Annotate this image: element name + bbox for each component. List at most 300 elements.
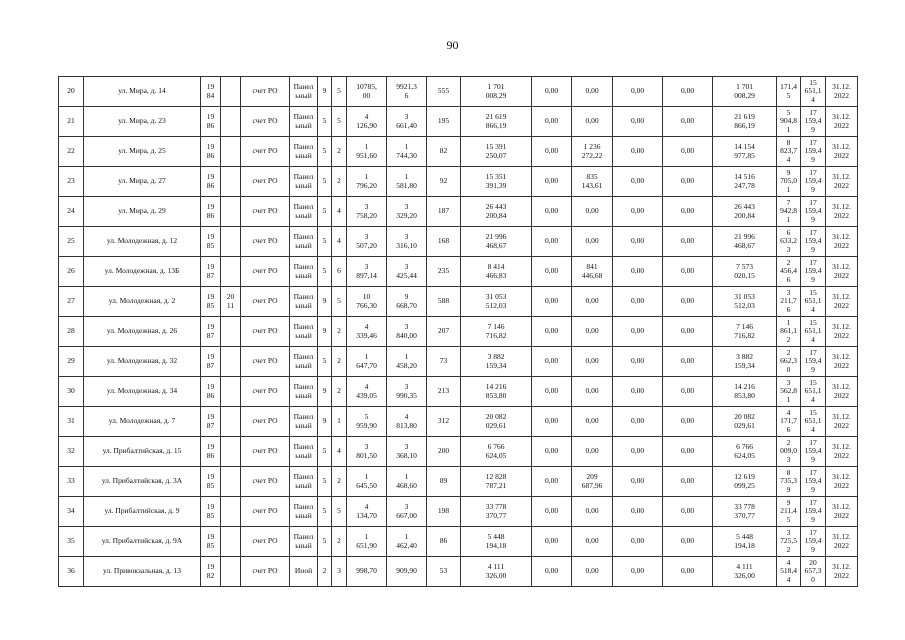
cost-budget-cell: 841 446,68 — [572, 257, 613, 287]
cost-local-cell: 0,00 — [663, 527, 713, 557]
address-cell: ул. Мира, д. 14 — [84, 77, 201, 107]
total-area-cell: 3 507,20 — [347, 227, 387, 257]
row-number-cell: 23 — [59, 167, 84, 197]
table-row — [59, 287, 858, 317]
floors-cell: 9 — [318, 407, 332, 437]
fund-method-cell: счет РО — [241, 197, 290, 227]
cost-owners-cell: 20 082 029,61 — [713, 407, 777, 437]
max-cost-per-sqm-cell: 17 159,4 9 — [801, 137, 826, 167]
reconstruction-year-cell — [221, 407, 241, 437]
table-row — [59, 527, 858, 557]
row-number-cell: 21 — [59, 107, 84, 137]
max-cost-per-sqm-cell: 17 159,4 9 — [801, 197, 826, 227]
cost-owners-cell: 5 448 194,18 — [713, 527, 777, 557]
completion-date-cell: 31.12. 2022 — [826, 527, 858, 557]
completion-date-cell: 31.12. 2022 — [826, 377, 858, 407]
living-area-cell: 3 316,10 — [387, 227, 427, 257]
floors-cell: 9 — [318, 287, 332, 317]
row-number-cell: 36 — [59, 557, 84, 587]
total-cost-cell: 7 146 716,82 — [461, 317, 532, 347]
total-cost-cell: 4 111 326,00 — [461, 557, 532, 587]
living-area-cell: 909,90 — [387, 557, 427, 587]
residents-cell: 53 — [427, 557, 461, 587]
cost-per-sqm-cell: 8 823,7 4 — [777, 137, 801, 167]
cost-owners-cell: 12 619 099,25 — [713, 467, 777, 497]
fund-method-cell: счет РО — [241, 377, 290, 407]
construction-year-cell: 19 82 — [201, 557, 221, 587]
wall-material-cell: Панел ьный — [290, 317, 318, 347]
wall-material-cell: Панел ьный — [290, 167, 318, 197]
living-area-cell: 3 840,00 — [387, 317, 427, 347]
cost-local-cell: 0,00 — [663, 137, 713, 167]
table-body — [59, 77, 858, 587]
cost-budget-cell: 0,00 — [572, 77, 613, 107]
cost-per-sqm-cell: 1 861,1 2 — [777, 317, 801, 347]
completion-date-cell: 31.12. 2022 — [826, 77, 858, 107]
table-row — [59, 257, 858, 287]
fund-method-cell: счет РО — [241, 527, 290, 557]
cost-fund-cell: 0,00 — [532, 557, 572, 587]
completion-date-cell: 31.12. 2022 — [826, 167, 858, 197]
completion-date-cell: 31.12. 2022 — [826, 467, 858, 497]
residents-cell: 555 — [427, 77, 461, 107]
cost-budget-cell: 0,00 — [572, 347, 613, 377]
address-cell: ул. Прибалтийская, д. 15 — [84, 437, 201, 467]
cost-per-sqm-cell: 7 942,8 1 — [777, 197, 801, 227]
row-number-cell: 22 — [59, 137, 84, 167]
row-number-cell: 20 — [59, 77, 84, 107]
table-row — [59, 557, 858, 587]
cost-regional-cell: 0,00 — [613, 257, 663, 287]
entrances-cell: 4 — [332, 227, 347, 257]
residents-cell: 82 — [427, 137, 461, 167]
wall-material-cell: Панел ьный — [290, 77, 318, 107]
cost-regional-cell: 0,00 — [613, 287, 663, 317]
fund-method-cell: счет РО — [241, 77, 290, 107]
cost-budget-cell: 0,00 — [572, 227, 613, 257]
wall-material-cell: Панел ьный — [290, 437, 318, 467]
total-area-cell: 5 959,90 — [347, 407, 387, 437]
cost-owners-cell: 4 111 326,00 — [713, 557, 777, 587]
reconstruction-year-cell — [221, 197, 241, 227]
cost-regional-cell: 0,00 — [613, 377, 663, 407]
total-area-cell: 1 951,60 — [347, 137, 387, 167]
residents-cell: 195 — [427, 107, 461, 137]
row-number-cell: 29 — [59, 347, 84, 377]
fund-method-cell: счет РО — [241, 437, 290, 467]
cost-owners-cell: 21 619 866,19 — [713, 107, 777, 137]
residents-cell: 73 — [427, 347, 461, 377]
row-number-cell: 31 — [59, 407, 84, 437]
max-cost-per-sqm-cell: 17 159,4 9 — [801, 167, 826, 197]
cost-owners-cell: 21 996 468,67 — [713, 227, 777, 257]
total-area-cell: 1 796,20 — [347, 167, 387, 197]
completion-date-cell: 31.12. 2022 — [826, 137, 858, 167]
reconstruction-year-cell — [221, 497, 241, 527]
total-cost-cell: 5 448 194,18 — [461, 527, 532, 557]
residents-cell: 588 — [427, 287, 461, 317]
cost-regional-cell: 0,00 — [613, 107, 663, 137]
reconstruction-year-cell — [221, 167, 241, 197]
cost-local-cell: 0,00 — [663, 317, 713, 347]
living-area-cell: 3 661,40 — [387, 107, 427, 137]
construction-year-cell: 19 85 — [201, 527, 221, 557]
living-area-cell: 9 668,70 — [387, 287, 427, 317]
wall-material-cell: Панел ьный — [290, 137, 318, 167]
residents-cell: 89 — [427, 467, 461, 497]
fund-method-cell: счет РО — [241, 467, 290, 497]
cost-per-sqm-cell: 6 633,2 3 — [777, 227, 801, 257]
living-area-cell: 3 368,10 — [387, 437, 427, 467]
living-area-cell: 3 667,00 — [387, 497, 427, 527]
floors-cell: 5 — [318, 437, 332, 467]
entrances-cell: 2 — [332, 527, 347, 557]
cost-regional-cell: 0,00 — [613, 167, 663, 197]
construction-year-cell: 19 87 — [201, 257, 221, 287]
total-cost-cell: 20 082 029,61 — [461, 407, 532, 437]
fund-method-cell: счет РО — [241, 137, 290, 167]
total-cost-cell: 15 391 250,07 — [461, 137, 532, 167]
reconstruction-year-cell — [221, 227, 241, 257]
cost-fund-cell: 0,00 — [532, 497, 572, 527]
reconstruction-year-cell — [221, 527, 241, 557]
cost-per-sqm-cell: 9 211,4 5 — [777, 497, 801, 527]
cost-per-sqm-cell: 4 171,7 6 — [777, 407, 801, 437]
cost-fund-cell: 0,00 — [532, 107, 572, 137]
total-cost-cell: 15 351 391,39 — [461, 167, 532, 197]
cost-per-sqm-cell: 4 518,4 4 — [777, 557, 801, 587]
cost-budget-cell: 0,00 — [572, 527, 613, 557]
residents-cell: 213 — [427, 377, 461, 407]
total-cost-cell: 8 414 466,83 — [461, 257, 532, 287]
cost-per-sqm-cell: 171,4 5 — [777, 77, 801, 107]
total-cost-cell: 21 996 468,67 — [461, 227, 532, 257]
row-number-cell: 34 — [59, 497, 84, 527]
cost-regional-cell: 0,00 — [613, 407, 663, 437]
cost-regional-cell: 0,00 — [613, 227, 663, 257]
cost-regional-cell: 0,00 — [613, 347, 663, 377]
floors-cell: 5 — [318, 227, 332, 257]
residents-cell: 200 — [427, 437, 461, 467]
cost-fund-cell: 0,00 — [532, 377, 572, 407]
floors-cell: 5 — [318, 107, 332, 137]
address-cell: ул. Молодежная, д. 32 — [84, 347, 201, 377]
completion-date-cell: 31.12. 2022 — [826, 437, 858, 467]
cost-local-cell: 0,00 — [663, 257, 713, 287]
completion-date-cell: 31.12. 2022 — [826, 497, 858, 527]
completion-date-cell: 31.12. 2022 — [826, 287, 858, 317]
cost-local-cell: 0,00 — [663, 437, 713, 467]
floors-cell: 5 — [318, 527, 332, 557]
cost-budget-cell: 1 236 272,22 — [572, 137, 613, 167]
total-cost-cell: 3 882 159,34 — [461, 347, 532, 377]
max-cost-per-sqm-cell: 17 159,4 9 — [801, 497, 826, 527]
entrances-cell: 4 — [332, 437, 347, 467]
floors-cell: 9 — [318, 317, 332, 347]
floors-cell: 5 — [318, 167, 332, 197]
max-cost-per-sqm-cell: 17 159,4 9 — [801, 347, 826, 377]
completion-date-cell: 31.12. 2022 — [826, 257, 858, 287]
construction-year-cell: 19 87 — [201, 407, 221, 437]
reconstruction-year-cell — [221, 107, 241, 137]
cost-budget-cell: 0,00 — [572, 107, 613, 137]
cost-owners-cell: 7 573 020,15 — [713, 257, 777, 287]
entrances-cell: 2 — [332, 167, 347, 197]
total-cost-cell: 21 619 866,19 — [461, 107, 532, 137]
cost-per-sqm-cell: 8 735,3 9 — [777, 467, 801, 497]
entrances-cell: 6 — [332, 257, 347, 287]
address-cell: ул. Молодежная, д. 7 — [84, 407, 201, 437]
floors-cell: 5 — [318, 347, 332, 377]
cost-local-cell: 0,00 — [663, 377, 713, 407]
cost-per-sqm-cell: 9 705,0 1 — [777, 167, 801, 197]
construction-year-cell: 19 86 — [201, 107, 221, 137]
max-cost-per-sqm-cell: 15 651,1 4 — [801, 317, 826, 347]
cost-regional-cell: 0,00 — [613, 197, 663, 227]
cost-fund-cell: 0,00 — [532, 257, 572, 287]
total-area-cell: 4 126,90 — [347, 107, 387, 137]
total-area-cell: 4 439,05 — [347, 377, 387, 407]
cost-fund-cell: 0,00 — [532, 407, 572, 437]
wall-material-cell: Панел ьный — [290, 197, 318, 227]
wall-material-cell: Панел ьный — [290, 287, 318, 317]
cost-fund-cell: 0,00 — [532, 77, 572, 107]
address-cell: ул. Мира, д. 23 — [84, 107, 201, 137]
reconstruction-year-cell — [221, 437, 241, 467]
entrances-cell: 3 — [332, 557, 347, 587]
reconstruction-year-cell — [221, 137, 241, 167]
cost-fund-cell: 0,00 — [532, 527, 572, 557]
residents-cell: 207 — [427, 317, 461, 347]
cost-owners-cell: 7 146 716,82 — [713, 317, 777, 347]
max-cost-per-sqm-cell: 17 159,4 9 — [801, 257, 826, 287]
total-cost-cell: 12 828 787,21 — [461, 467, 532, 497]
total-cost-cell: 14 216 853,80 — [461, 377, 532, 407]
cost-fund-cell: 0,00 — [532, 317, 572, 347]
completion-date-cell: 31.12. 2022 — [826, 347, 858, 377]
fund-method-cell: счет РО — [241, 287, 290, 317]
address-cell: ул. Прибалтийская, д. 3А — [84, 467, 201, 497]
row-number-cell: 33 — [59, 467, 84, 497]
table-row — [59, 107, 858, 137]
living-area-cell: 3 425,44 — [387, 257, 427, 287]
cost-per-sqm-cell: 2 662,3 0 — [777, 347, 801, 377]
cost-regional-cell: 0,00 — [613, 137, 663, 167]
max-cost-per-sqm-cell: 15 651,1 4 — [801, 407, 826, 437]
page-number: 90 — [446, 38, 459, 52]
address-cell: ул. Прибалтийская, д. 9А — [84, 527, 201, 557]
entrances-cell: 2 — [332, 467, 347, 497]
floors-cell: 5 — [318, 497, 332, 527]
table-row — [59, 197, 858, 227]
cost-local-cell: 0,00 — [663, 107, 713, 137]
address-cell: ул. Молодежная, д. 12 — [84, 227, 201, 257]
residents-cell: 187 — [427, 197, 461, 227]
completion-date-cell: 31.12. 2022 — [826, 557, 858, 587]
floors-cell: 9 — [318, 377, 332, 407]
max-cost-per-sqm-cell: 15 651,1 4 — [801, 77, 826, 107]
floors-cell: 5 — [318, 257, 332, 287]
total-area-cell: 3 801,50 — [347, 437, 387, 467]
entrances-cell: 2 — [332, 347, 347, 377]
cost-owners-cell: 31 053 512,03 — [713, 287, 777, 317]
construction-year-cell: 19 85 — [201, 467, 221, 497]
table-row — [59, 437, 858, 467]
cost-local-cell: 0,00 — [663, 227, 713, 257]
cost-per-sqm-cell: 2 456,4 6 — [777, 257, 801, 287]
wall-material-cell: Панел ьный — [290, 347, 318, 377]
table-row — [59, 137, 858, 167]
row-number-cell: 30 — [59, 377, 84, 407]
cost-fund-cell: 0,00 — [532, 347, 572, 377]
cost-budget-cell: 0,00 — [572, 557, 613, 587]
fund-method-cell: счет РО — [241, 167, 290, 197]
construction-year-cell: 19 87 — [201, 317, 221, 347]
wall-material-cell: Панел ьный — [290, 527, 318, 557]
wall-material-cell: Панел ьный — [290, 407, 318, 437]
fund-method-cell: счет РО — [241, 107, 290, 137]
cost-per-sqm-cell: 5 904,8 1 — [777, 107, 801, 137]
max-cost-per-sqm-cell: 15 651,1 4 — [801, 377, 826, 407]
construction-year-cell: 19 86 — [201, 137, 221, 167]
cost-regional-cell: 0,00 — [613, 557, 663, 587]
entrances-cell: 2 — [332, 137, 347, 167]
completion-date-cell: 31.12. 2022 — [826, 107, 858, 137]
row-number-cell: 28 — [59, 317, 84, 347]
construction-year-cell: 19 85 — [201, 287, 221, 317]
total-cost-cell: 1 701 008,29 — [461, 77, 532, 107]
cost-regional-cell: 0,00 — [613, 527, 663, 557]
cost-fund-cell: 0,00 — [532, 467, 572, 497]
floors-cell: 5 — [318, 467, 332, 497]
cost-budget-cell: 0,00 — [572, 407, 613, 437]
row-number-cell: 25 — [59, 227, 84, 257]
cost-regional-cell: 0,00 — [613, 77, 663, 107]
completion-date-cell: 31.12. 2022 — [826, 197, 858, 227]
construction-year-cell: 19 85 — [201, 227, 221, 257]
cost-fund-cell: 0,00 — [532, 167, 572, 197]
max-cost-per-sqm-cell: 17 159,4 9 — [801, 437, 826, 467]
cost-per-sqm-cell: 3 562,8 1 — [777, 377, 801, 407]
total-area-cell: 3 897,14 — [347, 257, 387, 287]
cost-per-sqm-cell: 3 725,5 2 — [777, 527, 801, 557]
cost-local-cell: 0,00 — [663, 287, 713, 317]
cost-budget-cell: 209 687,96 — [572, 467, 613, 497]
floors-cell: 5 — [318, 197, 332, 227]
cost-local-cell: 0,00 — [663, 197, 713, 227]
entrances-cell: 2 — [332, 377, 347, 407]
cost-local-cell: 0,00 — [663, 77, 713, 107]
entrances-cell: 1 — [332, 407, 347, 437]
construction-year-cell: 19 86 — [201, 437, 221, 467]
residents-cell: 198 — [427, 497, 461, 527]
entrances-cell: 5 — [332, 497, 347, 527]
total-area-cell: 3 758,20 — [347, 197, 387, 227]
living-area-cell: 1 458,20 — [387, 347, 427, 377]
row-number-cell: 35 — [59, 527, 84, 557]
cost-local-cell: 0,00 — [663, 347, 713, 377]
construction-year-cell: 19 84 — [201, 77, 221, 107]
cost-fund-cell: 0,00 — [532, 197, 572, 227]
living-area-cell: 1 468,60 — [387, 467, 427, 497]
fund-method-cell: счет РО — [241, 227, 290, 257]
cost-budget-cell: 0,00 — [572, 317, 613, 347]
cost-fund-cell: 0,00 — [532, 437, 572, 467]
fund-method-cell: счет РО — [241, 317, 290, 347]
total-area-cell: 4 134,70 — [347, 497, 387, 527]
total-area-cell: 10 766,30 — [347, 287, 387, 317]
entrances-cell: 4 — [332, 197, 347, 227]
address-cell: ул. Мира, д. 27 — [84, 167, 201, 197]
construction-year-cell: 19 85 — [201, 497, 221, 527]
max-cost-per-sqm-cell: 17 159,4 9 — [801, 227, 826, 257]
cost-budget-cell: 0,00 — [572, 437, 613, 467]
construction-year-cell: 19 86 — [201, 377, 221, 407]
cost-per-sqm-cell: 3 211,7 6 — [777, 287, 801, 317]
cost-regional-cell: 0,00 — [613, 497, 663, 527]
wall-material-cell: Панел ьный — [290, 107, 318, 137]
cost-fund-cell: 0,00 — [532, 287, 572, 317]
table-row — [59, 77, 858, 107]
address-cell: ул. Молодежная, д. 34 — [84, 377, 201, 407]
cost-fund-cell: 0,00 — [532, 227, 572, 257]
cost-fund-cell: 0,00 — [532, 137, 572, 167]
row-number-cell: 27 — [59, 287, 84, 317]
cost-owners-cell: 14 516 247,78 — [713, 167, 777, 197]
residents-cell: 86 — [427, 527, 461, 557]
cost-per-sqm-cell: 2 009,0 3 — [777, 437, 801, 467]
wall-material-cell: Панел ьный — [290, 227, 318, 257]
cost-regional-cell: 0,00 — [613, 317, 663, 347]
reconstruction-year-cell — [221, 77, 241, 107]
residents-cell: 312 — [427, 407, 461, 437]
cost-budget-cell: 0,00 — [572, 497, 613, 527]
reconstruction-year-cell — [221, 347, 241, 377]
entrances-cell: 5 — [332, 287, 347, 317]
total-area-cell: 998,70 — [347, 557, 387, 587]
fund-method-cell: счет РО — [241, 557, 290, 587]
total-cost-cell: 31 053 512,03 — [461, 287, 532, 317]
row-number-cell: 26 — [59, 257, 84, 287]
construction-year-cell: 19 86 — [201, 197, 221, 227]
reconstruction-year-cell — [221, 317, 241, 347]
total-area-cell: 1 645,50 — [347, 467, 387, 497]
table-row — [59, 167, 858, 197]
cost-owners-cell: 1 701 008,29 — [713, 77, 777, 107]
completion-date-cell: 31.12. 2022 — [826, 407, 858, 437]
address-cell: ул. Молодежная, д. 2 — [84, 287, 201, 317]
total-area-cell: 1 647,70 — [347, 347, 387, 377]
entrances-cell: 2 — [332, 317, 347, 347]
cost-budget-cell: 0,00 — [572, 197, 613, 227]
reconstruction-year-cell — [221, 467, 241, 497]
table-row — [59, 317, 858, 347]
address-cell: ул. Прибалтийская, д. 9 — [84, 497, 201, 527]
residents-cell: 92 — [427, 167, 461, 197]
wall-material-cell: Иной — [290, 557, 318, 587]
max-cost-per-sqm-cell: 17 159,4 9 — [801, 467, 826, 497]
residents-cell: 168 — [427, 227, 461, 257]
cost-local-cell: 0,00 — [663, 407, 713, 437]
wall-material-cell: Панел ьный — [290, 257, 318, 287]
residents-cell: 235 — [427, 257, 461, 287]
completion-date-cell: 31.12. 2022 — [826, 317, 858, 347]
wall-material-cell: Панел ьный — [290, 467, 318, 497]
cost-budget-cell: 835 143,61 — [572, 167, 613, 197]
total-cost-cell: 26 443 200,84 — [461, 197, 532, 227]
table-row — [59, 347, 858, 377]
cost-owners-cell: 14 154 977,85 — [713, 137, 777, 167]
